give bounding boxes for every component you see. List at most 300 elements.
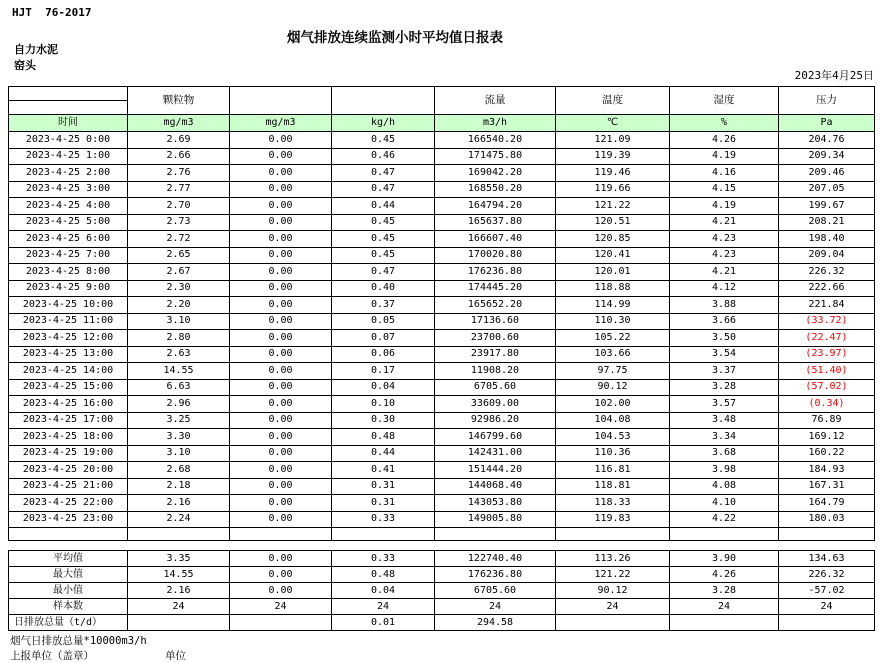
value-cell: 2.72	[128, 231, 230, 248]
summary-value-cell: 134.63	[779, 551, 875, 567]
value-cell: 209.46	[779, 165, 875, 182]
value-cell: 0.45	[332, 214, 435, 231]
time-cell: 2023-4-25 5:00	[9, 214, 128, 231]
value-cell: 114.99	[556, 297, 670, 314]
value-cell: 4.23	[670, 247, 779, 264]
value-cell: 2.68	[128, 462, 230, 479]
value-cell: 169042.20	[435, 165, 556, 182]
time-cell: 2023-4-25 15:00	[9, 379, 128, 396]
value-cell: 119.66	[556, 181, 670, 198]
value-cell: 3.10	[128, 445, 230, 462]
summary-value-cell: 0.00	[230, 567, 332, 583]
summary-value-cell	[556, 615, 670, 631]
value-cell: 3.66	[670, 313, 779, 330]
time-cell: 2023-4-25 21:00	[9, 478, 128, 495]
table-row	[9, 429, 875, 446]
value-cell: 226.32	[779, 264, 875, 281]
time-cell: 2023-4-25 13:00	[9, 346, 128, 363]
table-row	[9, 346, 875, 363]
value-cell: 142431.00	[435, 445, 556, 462]
value-cell: 4.12	[670, 280, 779, 297]
summary-label: 最大值	[9, 567, 128, 583]
value-cell: 14.55	[128, 363, 230, 380]
summary-value-cell: 24	[556, 599, 670, 615]
value-cell: 3.30	[128, 429, 230, 446]
value-cell: 3.34	[670, 429, 779, 446]
value-cell: 176236.80	[435, 264, 556, 281]
summary-value-cell: 226.32	[779, 567, 875, 583]
value-cell: 0.33	[332, 511, 435, 528]
value-cell: 119.83	[556, 511, 670, 528]
value-cell: 151444.20	[435, 462, 556, 479]
value-cell: 0.00	[230, 313, 332, 330]
group-header-row	[9, 87, 875, 115]
value-cell: 0.40	[332, 280, 435, 297]
value-cell: 6705.60	[435, 379, 556, 396]
corner-cell-top	[9, 87, 127, 100]
value-cell: 0.00	[230, 264, 332, 281]
value-cell: 207.05	[779, 181, 875, 198]
value-cell: 209.34	[779, 148, 875, 165]
value-cell: 110.30	[556, 313, 670, 330]
value-cell: 0.37	[332, 297, 435, 314]
time-cell: 2023-4-25 8:00	[9, 264, 128, 281]
value-cell: 4.26	[670, 132, 779, 149]
value-cell: 104.08	[556, 412, 670, 429]
footer-line	[10, 648, 510, 663]
company-name: 自力水泥	[14, 43, 58, 56]
col-header-particulate: 颗粒物	[128, 87, 230, 115]
summary-value-cell	[670, 615, 779, 631]
value-cell: 0.00	[230, 445, 332, 462]
value-cell: 4.15	[670, 181, 779, 198]
value-cell: 0.00	[230, 231, 332, 248]
value-cell: (22.47)	[779, 330, 875, 347]
value-cell: 76.89	[779, 412, 875, 429]
table-row	[9, 363, 875, 380]
time-cell: 2023-4-25 1:00	[9, 148, 128, 165]
col-header-flow: 流量	[435, 87, 556, 115]
value-cell: 0.45	[332, 247, 435, 264]
value-cell: 0.00	[230, 247, 332, 264]
summary-rows	[9, 551, 875, 631]
col-header-humidity: 湿度	[670, 87, 779, 115]
report-unit-label: 上报单位（盖章）	[10, 650, 94, 662]
summary-value-cell	[779, 615, 875, 631]
value-cell: 3.37	[670, 363, 779, 380]
summary-value-cell: 3.28	[670, 583, 779, 599]
table-row	[9, 132, 875, 149]
value-cell: 199.67	[779, 198, 875, 215]
value-cell: 2.70	[128, 198, 230, 215]
summary-value-cell: -57.02	[779, 583, 875, 599]
value-cell: 3.98	[670, 462, 779, 479]
value-cell: 198.40	[779, 231, 875, 248]
summary-row	[9, 583, 875, 599]
value-cell: 0.00	[230, 511, 332, 528]
time-cell: 2023-4-25 17:00	[9, 412, 128, 429]
summary-value-cell: 121.22	[556, 567, 670, 583]
value-cell: 3.48	[670, 412, 779, 429]
value-cell: 0.31	[332, 495, 435, 512]
value-cell: (0.34)	[779, 396, 875, 413]
value-cell: 4.19	[670, 148, 779, 165]
value-cell: 4.10	[670, 495, 779, 512]
data-rows	[9, 132, 875, 541]
value-cell: 118.81	[556, 478, 670, 495]
empty-cell	[670, 528, 779, 541]
table-row	[9, 412, 875, 429]
value-cell: 0.44	[332, 198, 435, 215]
value-cell: 6.63	[128, 379, 230, 396]
value-cell: 116.81	[556, 462, 670, 479]
value-cell: 144068.40	[435, 478, 556, 495]
unit-header-m3h: m3/h	[435, 115, 556, 132]
time-cell: 2023-4-25 12:00	[9, 330, 128, 347]
summary-value-cell: 4.26	[670, 567, 779, 583]
summary-value-cell: 14.55	[128, 567, 230, 583]
value-cell: 3.57	[670, 396, 779, 413]
summary-value-cell	[128, 615, 230, 631]
time-header: 时间	[9, 115, 128, 132]
value-cell: 2.67	[128, 264, 230, 281]
value-cell: 0.30	[332, 412, 435, 429]
value-cell: (23.97)	[779, 346, 875, 363]
value-cell: 174445.20	[435, 280, 556, 297]
value-cell: (33.72)	[779, 313, 875, 330]
value-cell: 0.47	[332, 264, 435, 281]
empty-cell	[556, 528, 670, 541]
value-cell: 0.41	[332, 462, 435, 479]
summary-value-cell: 24	[779, 599, 875, 615]
value-cell: 3.10	[128, 313, 230, 330]
value-cell: 97.75	[556, 363, 670, 380]
value-cell: 103.66	[556, 346, 670, 363]
summary-value-cell	[230, 615, 332, 631]
summary-value-cell: 3.35	[128, 551, 230, 567]
value-cell: 2.24	[128, 511, 230, 528]
table-row	[9, 330, 875, 347]
value-cell: 221.84	[779, 297, 875, 314]
table-row	[9, 214, 875, 231]
value-cell: 2.69	[128, 132, 230, 149]
value-cell: 3.28	[670, 379, 779, 396]
value-cell: 180.03	[779, 511, 875, 528]
summary-value-cell: 0.01	[332, 615, 435, 631]
value-cell: 4.08	[670, 478, 779, 495]
value-cell: 2.20	[128, 297, 230, 314]
value-cell: 0.48	[332, 429, 435, 446]
summary-value-cell: 90.12	[556, 583, 670, 599]
value-cell: 4.21	[670, 264, 779, 281]
value-cell: 0.47	[332, 165, 435, 182]
time-cell: 2023-4-25 0:00	[9, 132, 128, 149]
time-cell: 2023-4-25 9:00	[9, 280, 128, 297]
table-row	[9, 181, 875, 198]
unit-header-kgh: kg/h	[332, 115, 435, 132]
table-row	[9, 165, 875, 182]
time-cell: 2023-4-25 20:00	[9, 462, 128, 479]
monitoring-point: 窑头	[14, 59, 36, 72]
empty-cell	[779, 528, 875, 541]
unit-label: 单位	[165, 650, 186, 662]
value-cell: 0.00	[230, 214, 332, 231]
value-cell: 118.88	[556, 280, 670, 297]
value-cell: 120.51	[556, 214, 670, 231]
value-cell: 0.44	[332, 445, 435, 462]
value-cell: 0.31	[332, 478, 435, 495]
report-date: 2023年4月25日	[794, 69, 874, 82]
value-cell: 2.65	[128, 247, 230, 264]
summary-row	[9, 551, 875, 567]
time-cell: 2023-4-25 6:00	[9, 231, 128, 248]
value-cell: 166607.40	[435, 231, 556, 248]
value-cell: 2.76	[128, 165, 230, 182]
value-cell: 120.85	[556, 231, 670, 248]
time-cell: 2023-4-25 14:00	[9, 363, 128, 380]
empty-cell	[230, 528, 332, 541]
value-cell: 2.63	[128, 346, 230, 363]
page-title: 烟气排放连续监测小时平均值日报表	[287, 30, 503, 46]
value-cell: 0.00	[230, 148, 332, 165]
col-header-blank-1	[230, 87, 332, 115]
time-cell: 2023-4-25 23:00	[9, 511, 128, 528]
value-cell: 222.66	[779, 280, 875, 297]
value-cell: 0.46	[332, 148, 435, 165]
value-cell: 3.88	[670, 297, 779, 314]
summary-value-cell: 0.33	[332, 551, 435, 567]
value-cell: 0.00	[230, 363, 332, 380]
table-row	[9, 379, 875, 396]
value-cell: 0.45	[332, 132, 435, 149]
time-cell: 2023-4-25 18:00	[9, 429, 128, 446]
value-cell: 90.12	[556, 379, 670, 396]
value-cell: 0.00	[230, 412, 332, 429]
table-row	[9, 280, 875, 297]
value-cell: 0.00	[230, 181, 332, 198]
value-cell: 164.79	[779, 495, 875, 512]
value-cell: 2.73	[128, 214, 230, 231]
summary-value-cell: 0.00	[230, 551, 332, 567]
value-cell: 164794.20	[435, 198, 556, 215]
table-row	[9, 462, 875, 479]
table-row	[9, 231, 875, 248]
value-cell: 208.21	[779, 214, 875, 231]
unit-header-pa: Pa	[779, 115, 875, 132]
value-cell: 0.00	[230, 330, 332, 347]
value-cell: 110.36	[556, 445, 670, 462]
summary-row	[9, 599, 875, 615]
value-cell: 0.00	[230, 132, 332, 149]
time-cell: 2023-4-25 2:00	[9, 165, 128, 182]
value-cell: 0.00	[230, 478, 332, 495]
value-cell: 0.04	[332, 379, 435, 396]
value-cell: 3.50	[670, 330, 779, 347]
value-cell: 171475.80	[435, 148, 556, 165]
value-cell: 0.45	[332, 231, 435, 248]
value-cell: 3.68	[670, 445, 779, 462]
summary-value-cell: 0.00	[230, 583, 332, 599]
footer-note: 烟气日排放总量*10000m3/h	[10, 635, 147, 647]
value-cell: 2.18	[128, 478, 230, 495]
summary-value-cell: 24	[435, 599, 556, 615]
unit-header-mg: mg/m3	[230, 115, 332, 132]
value-cell: 0.07	[332, 330, 435, 347]
value-cell: 23700.60	[435, 330, 556, 347]
table-row	[9, 313, 875, 330]
unit-header-percent: %	[670, 115, 779, 132]
col-header-temperature: 温度	[556, 87, 670, 115]
summary-value-cell: 0.48	[332, 567, 435, 583]
value-cell: 2.77	[128, 181, 230, 198]
hourly-table	[8, 86, 875, 541]
value-cell: 170020.80	[435, 247, 556, 264]
value-cell: 167.31	[779, 478, 875, 495]
value-cell: 17136.60	[435, 313, 556, 330]
value-cell: 0.06	[332, 346, 435, 363]
value-cell: 146799.60	[435, 429, 556, 446]
summary-label: 样本数	[9, 599, 128, 615]
time-cell: 2023-4-25 7:00	[9, 247, 128, 264]
summary-label: 日排放总量（t/d）	[9, 615, 128, 631]
corner-cell	[9, 87, 128, 115]
value-cell: 0.10	[332, 396, 435, 413]
value-cell: 165652.20	[435, 297, 556, 314]
summary-value-cell: 0.04	[332, 583, 435, 599]
time-cell: 2023-4-25 10:00	[9, 297, 128, 314]
value-cell: 0.00	[230, 462, 332, 479]
summary-value-cell: 122740.40	[435, 551, 556, 567]
empty-cell	[332, 528, 435, 541]
table-row	[9, 297, 875, 314]
table-row	[9, 478, 875, 495]
unit-header-row	[9, 115, 875, 132]
value-cell: 0.00	[230, 346, 332, 363]
summary-table	[8, 550, 875, 631]
value-cell: 160.22	[779, 445, 875, 462]
time-cell: 2023-4-25 3:00	[9, 181, 128, 198]
doc-code: HJT 76-2017	[12, 6, 92, 19]
value-cell: 119.39	[556, 148, 670, 165]
table-row	[9, 511, 875, 528]
value-cell: 3.25	[128, 412, 230, 429]
value-cell: 4.21	[670, 214, 779, 231]
table-row	[9, 148, 875, 165]
value-cell: 3.54	[670, 346, 779, 363]
unit-header-pm: mg/m3	[128, 115, 230, 132]
value-cell: 143053.80	[435, 495, 556, 512]
value-cell: 149005.80	[435, 511, 556, 528]
value-cell: 4.16	[670, 165, 779, 182]
value-cell: 0.05	[332, 313, 435, 330]
table-row	[9, 495, 875, 512]
summary-value-cell: 6705.60	[435, 583, 556, 599]
value-cell: 120.41	[556, 247, 670, 264]
summary-value-cell: 24	[128, 599, 230, 615]
summary-row	[9, 567, 875, 583]
empty-row	[9, 528, 875, 541]
time-cell: 2023-4-25 19:00	[9, 445, 128, 462]
summary-value-cell: 24	[230, 599, 332, 615]
col-header-blank-2	[332, 87, 435, 115]
table-row	[9, 445, 875, 462]
value-cell: 92986.20	[435, 412, 556, 429]
table-row	[9, 247, 875, 264]
table-row	[9, 396, 875, 413]
empty-cell	[9, 528, 128, 541]
title-wrap	[0, 26, 790, 46]
unit-header-celsius: ℃	[556, 115, 670, 132]
value-cell: 23917.80	[435, 346, 556, 363]
value-cell: 209.04	[779, 247, 875, 264]
summary-row	[9, 615, 875, 631]
value-cell: 4.23	[670, 231, 779, 248]
value-cell: 0.00	[230, 165, 332, 182]
time-cell: 2023-4-25 11:00	[9, 313, 128, 330]
value-cell: 2.30	[128, 280, 230, 297]
value-cell: 0.00	[230, 198, 332, 215]
value-cell: 2.96	[128, 396, 230, 413]
value-cell: (57.02)	[779, 379, 875, 396]
value-cell: 4.22	[670, 511, 779, 528]
value-cell: 11908.20	[435, 363, 556, 380]
value-cell: 2.16	[128, 495, 230, 512]
value-cell: 165637.80	[435, 214, 556, 231]
value-cell: 120.01	[556, 264, 670, 281]
value-cell: 0.00	[230, 379, 332, 396]
value-cell: 166540.20	[435, 132, 556, 149]
value-cell: 184.93	[779, 462, 875, 479]
summary-value-cell: 3.90	[670, 551, 779, 567]
time-cell: 2023-4-25 22:00	[9, 495, 128, 512]
time-cell: 2023-4-25 4:00	[9, 198, 128, 215]
value-cell: 0.00	[230, 495, 332, 512]
summary-value-cell: 24	[670, 599, 779, 615]
value-cell: 33609.00	[435, 396, 556, 413]
summary-value-cell: 24	[332, 599, 435, 615]
corner-cell-bottom	[9, 100, 127, 113]
value-cell: 0.00	[230, 429, 332, 446]
value-cell: 204.76	[779, 132, 875, 149]
value-cell: 0.17	[332, 363, 435, 380]
value-cell: 168550.20	[435, 181, 556, 198]
table-row	[9, 264, 875, 281]
value-cell: 118.33	[556, 495, 670, 512]
value-cell: 102.00	[556, 396, 670, 413]
value-cell: 2.80	[128, 330, 230, 347]
summary-value-cell: 2.16	[128, 583, 230, 599]
col-header-pressure: 压力	[779, 87, 875, 115]
summary-value-cell: 113.26	[556, 551, 670, 567]
value-cell: 104.53	[556, 429, 670, 446]
value-cell: 0.47	[332, 181, 435, 198]
value-cell: 121.22	[556, 198, 670, 215]
value-cell: 105.22	[556, 330, 670, 347]
value-cell: (51.40)	[779, 363, 875, 380]
value-cell: 0.00	[230, 297, 332, 314]
empty-cell	[435, 528, 556, 541]
empty-cell	[128, 528, 230, 541]
summary-value-cell: 294.58	[435, 615, 556, 631]
summary-label: 最小值	[9, 583, 128, 599]
value-cell: 169.12	[779, 429, 875, 446]
value-cell: 4.19	[670, 198, 779, 215]
value-cell: 119.46	[556, 165, 670, 182]
value-cell: 2.66	[128, 148, 230, 165]
summary-value-cell: 176236.80	[435, 567, 556, 583]
summary-label: 平均值	[9, 551, 128, 567]
value-cell: 0.00	[230, 280, 332, 297]
